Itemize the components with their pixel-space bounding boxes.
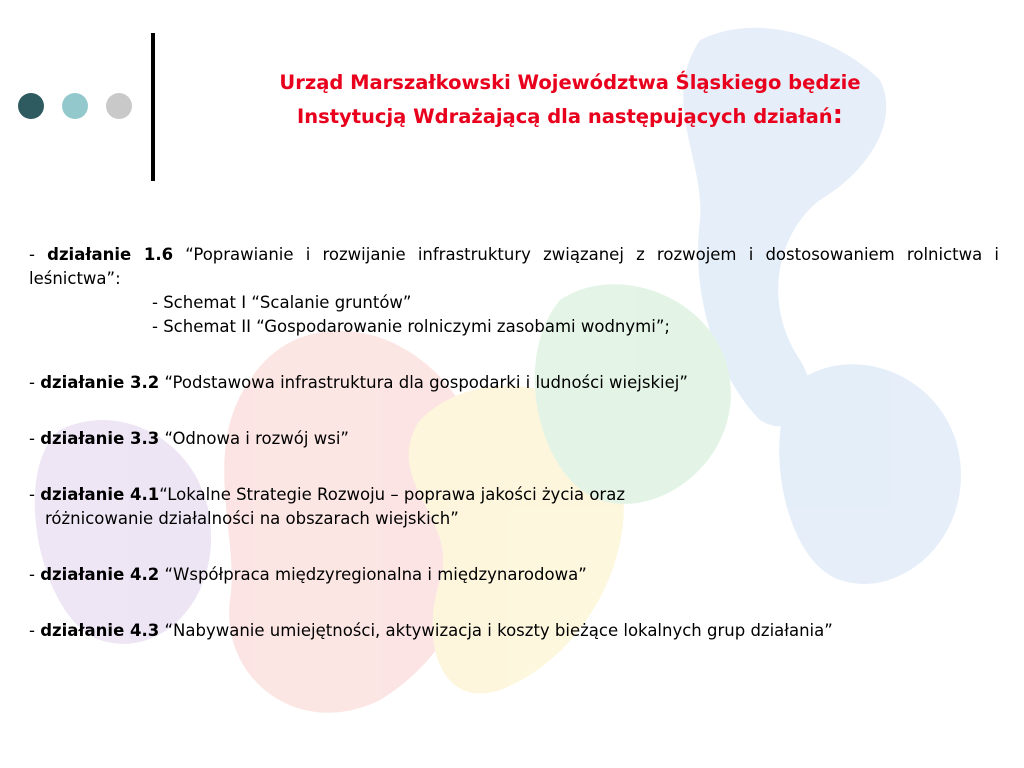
action-label: działanie 4.2	[40, 565, 160, 584]
dot-dark	[18, 93, 44, 119]
title-line-1: Urząd Marszałkowski Województwa Śląskiego będzie	[279, 71, 861, 94]
action-text: “Odnowa i rozwój wsi”	[159, 429, 349, 448]
dot-teal	[62, 93, 88, 119]
dot-gray	[106, 93, 132, 119]
action-text: “Poprawianie i rozwijanie infrastruktury związanej z rozwojem i dostosowaniem rolnictwa i leśnictwa”:	[29, 245, 999, 288]
action-list	[29, 243, 999, 643]
action-text-continued: różnicowanie działalności na obszarach wiejskich”	[45, 509, 459, 528]
title-divider	[151, 33, 155, 181]
action-label: działanie 4.1	[40, 485, 160, 504]
sub-item: - Schemat II “Gospodarowanie rolniczymi zasobami wodnymi”;	[152, 317, 670, 336]
list-item: - działanie 3.2 “Podstawowa infrastruktura dla gospodarki i ludności wiejskiej”	[29, 373, 688, 392]
action-text: “Współpraca międzyregionalna i międzynarodowa”	[159, 565, 587, 584]
slide-title	[170, 66, 970, 133]
action-text: “Podstawowa infrastruktura dla gospodarki i ludności wiejskiej”	[159, 373, 688, 392]
action-label: działanie 3.2	[40, 373, 160, 392]
action-text: “Lokalne Strategie Rozwoju – poprawa jakości życia oraz	[159, 485, 625, 504]
list-item: - działanie 3.3 “Odnowa i rozwój wsi”	[29, 429, 349, 448]
title-line-2: Instytucją Wdrażającą dla następujących działań:	[296, 100, 844, 130]
list-item: - działanie 4.2 “Współpraca międzyregionalna i międzynarodowa”	[29, 565, 587, 584]
list-item: - działanie 1.6 “Poprawianie i rozwijanie infrastruktury związanej z rozwojem i dostosowaniem rolnictwa i leśnictwa”: - Schemat I “Scalanie gruntów” - Schemat II “Gospodarowanie rolniczymi zasobami wodnymi”;	[29, 243, 999, 339]
title-colon: :	[832, 100, 844, 130]
action-label: działanie 1.6	[47, 245, 174, 264]
decorative-dots	[18, 93, 132, 119]
list-item: - działanie 4.3 “Nabywanie umiejętności, aktywizacja i koszty bieżące lokalnych grup działania”	[29, 621, 833, 640]
action-label: działanie 4.3	[40, 621, 160, 640]
action-label: działanie 3.3	[40, 429, 160, 448]
sub-item: - Schemat I “Scalanie gruntów”	[152, 293, 412, 312]
list-item: - działanie 4.1“Lokalne Strategie Rozwoju – poprawa jakości życia oraz różnicowanie działalności na obszarach wiejskich”	[29, 483, 999, 531]
action-text: “Nabywanie umiejętności, aktywizacja i koszty bieżące lokalnych grup działania”	[159, 621, 833, 640]
